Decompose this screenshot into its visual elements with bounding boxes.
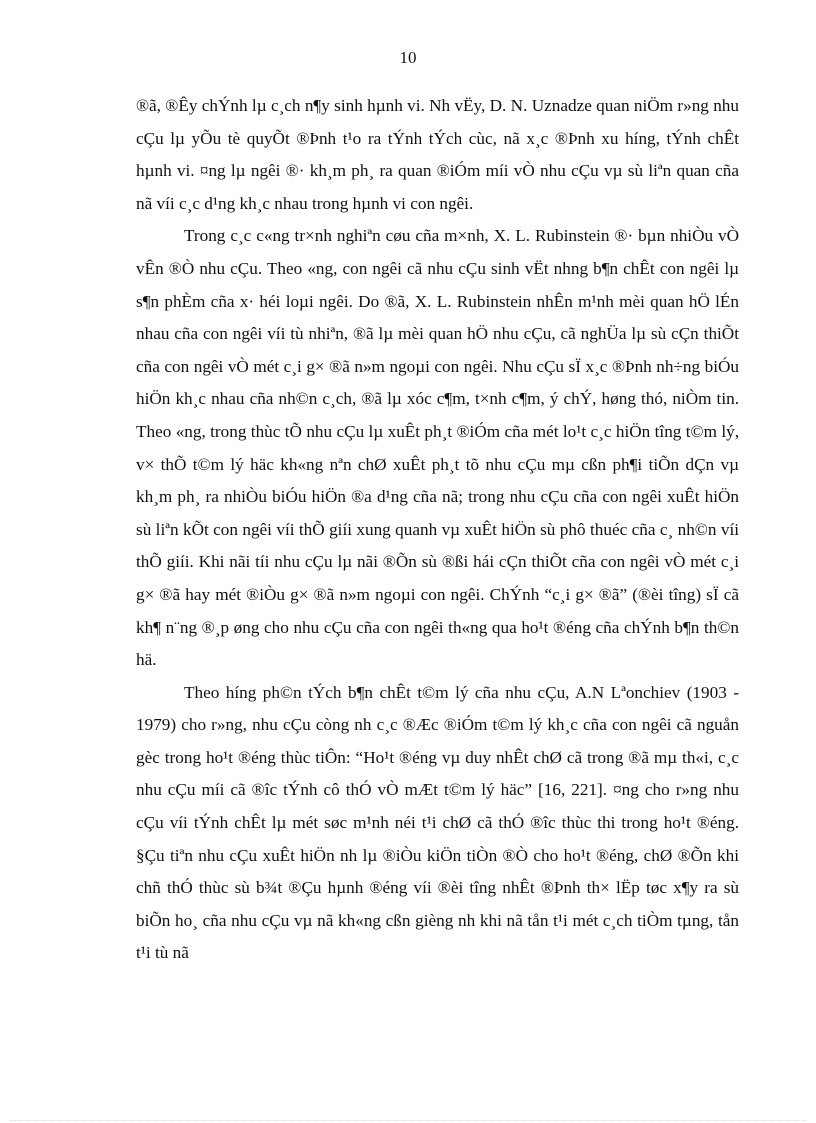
page-edge-divider [10, 1120, 806, 1121]
document-body [136, 90, 739, 970]
paragraph: Theo híng ph©n tÝch b¶n chÊt t©m lý cña nhu cÇu, A.N Lªonchiev (1903 - 1979) cho r»ng, nhu cÇu còng nh c¸c ®Æc ®iÓm t©m lý kh¸c cña con ngêi cã nguån gèc trong ho¹t ®éng thùc tiÔn: “Ho¹t ®éng vµ duy nhÊt chØ cã trong ®ã mµ th«i, c¸c nhu cÇu míi cã ®îc tÝnh cô thÓ vÒ mÆt t©m lý häc” [16, 221]. ¤ng cho r»ng nhu cÇu víi tÝnh chÊt lµ mét søc m¹nh néi t¹i chØ cã thÓ ®îc thùc thi trong ho¹t ®éng. §Çu tiªn nhu cÇu xuÊt hiÖn nh lµ ®iÒu kiÖn tiÒn ®Ò cho ho¹t ®éng, chØ ®Õn khi chñ thÓ thùc sù b¾t ®Çu hµnh ®éng víi ®èi tîng nhÊt ®Þnh th× lËp tøc x¶y ra sù biÕn ho¸ cña nhu cÇu vµ nã kh«ng cßn gièng nh khi nã tån t¹i mét c¸ch tiÒm tµng, tån t¹i tù nã [136, 682, 739, 963]
paragraph: ®ã, ®Êy chÝnh lµ c¸ch n¶y sinh hµnh vi. Nh vËy, D. N. Uznadze quan niÖm r»ng nhu cÇu lµ yÕu tè quyÕt ®Þnh t¹o ra tÝnh tÝch cùc, nã x¸c ®Þnh xu híng, tÝnh chÊt hµnh vi. ¤ng lµ ngêi ®· kh¸m ph¸ ra quan ®iÓm míi vÒ nhu cÇu vµ sù liªn quan cña nã víi c¸c d¹ng kh¸c nhau trong hµnh vi con ngêi. [136, 96, 739, 213]
page-number: 10 [399, 48, 417, 67]
paragraph: Trong c¸c c«ng tr×nh nghiªn cøu cña m×nh, X. L. Rubinstein ®· bµn nhiÒu vÒ vÊn ®Ò nhu cÇu. Theo «ng, con ngêi cã nhu cÇu sinh vËt nhng b¶n chÊt con ngêi lµ s¶n phÈm cña x· héi loµi ngêi. Do ®ã, X. L. Rubinstein nhÊn m¹nh mèi quan hÖ lÉn nhau cña con ngêi víi tù nhiªn, ®ã lµ mèi quan hÖ nhu cÇu, cã nghÜa lµ sù cÇn thiÕt cña con ngêi vÒ mét c¸i g× ®ã n»m ngoµi con ngêi. Nhu cÇu sÏ x¸c ®Þnh nh÷ng biÓu hiÖn kh¸c nhau cña nh©n c¸ch, ®ã lµ xóc c¶m, t×nh c¶m, ý chÝ, høng thó, niÒm tin. Theo «ng, trong thùc tÕ nhu cÇu lµ xuÊt ph¸t ®iÓm cña mét lo¹t c¸c hiÖn tîng t©m lý, v× thÕ t©m lý häc kh«ng nªn chØ xuÊt ph¸t tõ nhu cÇu mµ cßn ph¶i tiÕn dÇn vµ kh¸m ph¸ ra nhiÒu biÓu hiÖn ®a d¹ng cña nã; trong nhu cÇu cña con ngêi xuÊt hiÖn sù liªn kÕt con ngêi víi thÕ giíi xung quanh vµ xuÊt hiÖn sù phô thuéc cña c¸ nh©n víi thÕ giíi. Khi nãi tíi nhu cÇu lµ nãi ®Õn sù ®ßi hái cÇn thiÕt cña con ngêi vÒ mét c¸i g× ®ã hay mét ®iÒu g× ®ã n»m ngoµi con ngêi. ChÝnh “c¸i g× ®ã” (®èi tîng) sÏ cã kh¶ n¨ng ®¸p øng cho nhu cÇu cña con ngêi th«ng qua ho¹t ®éng cña chÝnh b¶n th©n hä. [136, 226, 739, 670]
